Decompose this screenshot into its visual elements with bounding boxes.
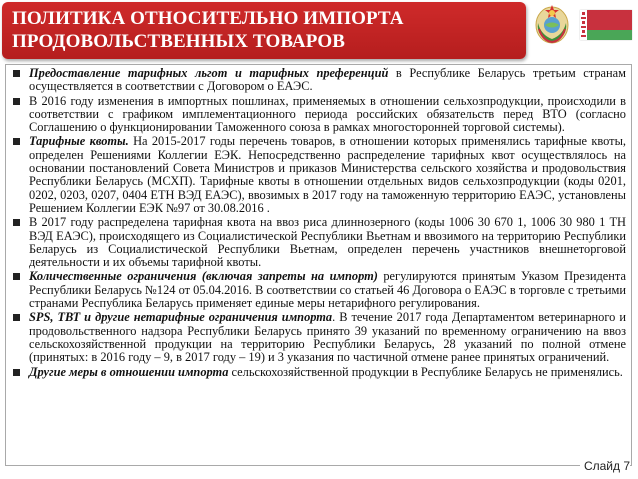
square-bullet-icon [13,98,20,105]
belarus-emblem-icon [533,3,571,45]
title-banner [2,2,526,59]
slide-title-line-2: ПРОДОВОЛЬСТВЕННЫХ ТОВАРОВ [12,31,345,52]
list-item [11,135,626,215]
item-body: В 2016 году изменения в импортных пошлинах, применяемых в отношении сельхозпродукции, происходили в соответствии с графиком имплементационного периода российских обязательств перед ВТО (согласно Соглашению о функционировании Таможенного союза в рамках многосторонней торговой системы). [29,93,626,135]
list-item-text [29,67,626,94]
list-item [11,95,626,135]
list-item [11,366,626,379]
square-bullet-icon [13,369,20,376]
square-bullet-icon [13,70,20,77]
list-item [11,311,626,364]
belarus-flag-icon [580,10,632,40]
square-bullet-icon [13,314,20,321]
content-panel [5,64,632,466]
item-lead: Тарифные квоты. [29,134,129,149]
list-item-text [29,135,626,215]
list-item [11,216,626,269]
item-body: в Республике Беларусь третьим странам осуществляется в соответствии с Договором о ЕАЭС. [29,66,626,94]
list-item-text [29,216,626,269]
item-lead: Другие меры в отношении импорта [29,364,229,379]
item-body: . В течение 2017 года Департаментом ветеринарного и продовольственного надзора Республики Беларусь принято 39 указаний по временному ограничению на ввоз сельскохозяйственной продукции на территорию Республики Беларусь, 28 указаний по полной отмене (принятых: в 2016 году – 9, в 2017 году – 19) и 3 указания по частичной отмене ранее принятых ограничений. [29,310,626,365]
list-item-text [29,311,626,364]
item-body: сельскохозяйственной продукции в Республике Беларусь не применялись. [228,364,623,379]
square-bullet-icon [13,219,20,226]
item-lead: Количественные ограничения (включая запреты на импорт) [29,269,378,284]
item-body: регулируются принятым Указом Президента Республики Беларусь №124 от 05.04.2016. В соответствии со статьей 46 Договора о ЕАЭС в торговле с третьими странами Республика Беларусь применяет единые меры нетарифного регулирования. [29,269,626,311]
slide-number: Слайд 7 [580,459,630,473]
list-item [11,67,626,94]
item-lead: SPS, ТВТ и другие нетарифные ограничения импорта [29,310,333,325]
square-bullet-icon [13,273,20,280]
item-body: В 2017 году распределена тарифная квота на ввоз риса длиннозерного (коды 1006 30 670 1, 1006 30 980 1 ТН ВЭД ЕАЭС), происходящего из Социалистической Республики Вьетнам и ввозимого на территорию Республики Беларусь из Социалистической Республики Вьетнам, определен перечень участников внешнеторговой деятельности и их объемы тарифной квоты. [29,215,626,270]
list-item-text [29,270,626,310]
item-body: На 2015-2017 годы перечень товаров, в отношении которых применялись тарифные квоты, определен Решениями Коллегии ЕЭК. Непосредственно распределение тарифных квот осуществлялось на основании постановлений Совета Министров и приказов Министерства сельского хозяйства и продовольствия Республики Беларусь (МСХП). Тарифные квоты в отношении отдельных видов сельхозпродукции (коды 0201, 0202, 0203, 0207, 0404 ЕТН ВЭД ЕАЭС), ввозимых в 2017 году на таможенную территорию ЕАЭС, установлены Решением Коллегии ЕЭК №97 от 30.08.2016 . [29,134,627,215]
list-item-text [29,366,626,379]
square-bullet-icon [13,138,20,145]
item-lead: Предоставление тарифных льгот и тарифных преференций [29,66,389,80]
list-item [11,270,626,310]
slide-title-line-1: ПОЛИТИКА ОТНОСИТЕЛЬНО ИМПОРТА [12,8,404,29]
list-item-text [29,95,626,135]
